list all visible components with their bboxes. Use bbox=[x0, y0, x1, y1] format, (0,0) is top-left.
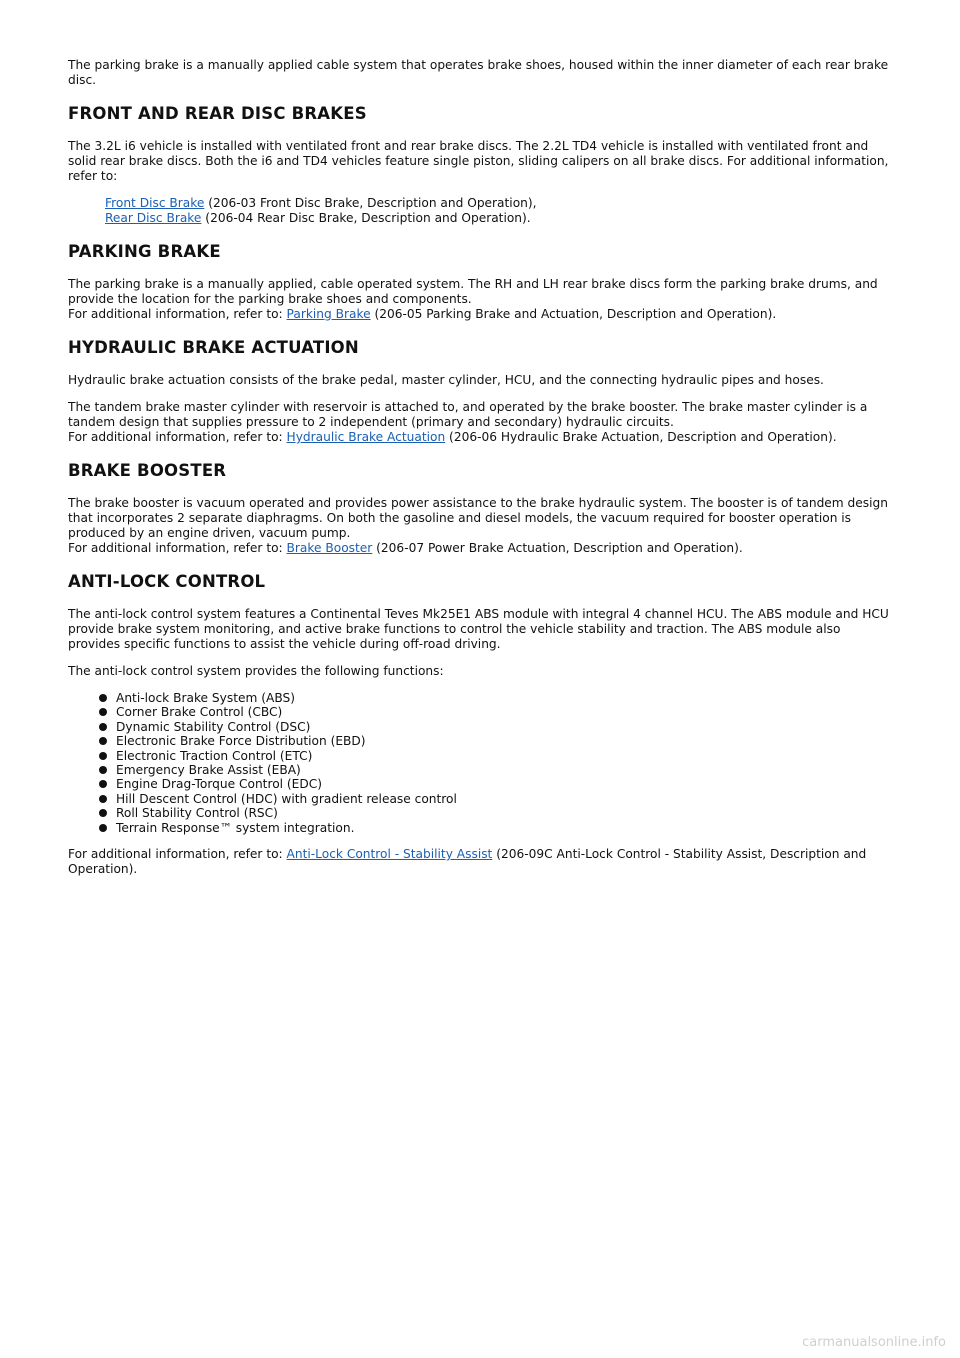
hydraulic-body-2: The tandem brake master cylinder with reservoir is attached to, and operated by the brake booster. The brake master cylinder is a tandem design that supplies pressure to 2 independent (primary and secondary) hydraulic circuits. bbox=[68, 400, 868, 429]
document-page bbox=[68, 58, 894, 889]
list-item: Electronic Brake Force Distribution (EBD) bbox=[99, 734, 894, 748]
parking-brake-paragraph bbox=[68, 277, 894, 322]
disc-brakes-references bbox=[105, 196, 894, 226]
list-item: Engine Drag-Torque Control (EDC) bbox=[99, 777, 894, 791]
parking-ref-suffix: (206-05 Parking Brake and Actuation, Description and Operation). bbox=[370, 307, 777, 321]
reference-front-disc bbox=[105, 196, 894, 211]
hydraulic-ref-prefix: For additional information, refer to: bbox=[68, 430, 287, 444]
reference-rear-disc bbox=[105, 211, 894, 226]
site-watermark: carmanualsonline.info bbox=[802, 1335, 946, 1350]
front-disc-ref-text: (206-03 Front Disc Brake, Description and Operation), bbox=[204, 196, 537, 210]
parking-brake-link[interactable]: Parking Brake bbox=[286, 307, 371, 321]
heading-anti-lock-control: ANTI-LOCK CONTROL bbox=[68, 572, 266, 591]
anti-lock-function-list bbox=[99, 691, 894, 835]
heading-parking-brake: PARKING BRAKE bbox=[68, 242, 221, 261]
booster-body: The brake booster is vacuum operated and provides power assistance to the brake hydraulic system. The booster is of tandem design that incorporates 2 separate diaphragms. On both the gasoline and diesel models, the vacuum required for booster operation is produced by an engine driven, vacuum pump. bbox=[68, 496, 888, 540]
anti-lock-lead: The anti-lock control system provides the following functions: bbox=[68, 664, 444, 678]
parking-brake-body: The parking brake is a manually applied, cable operated system. The RH and LH rear brake discs form the parking brake drums, and provide the location for the parking brake shoes and components. bbox=[68, 277, 878, 306]
heading-brake-booster: BRAKE BOOSTER bbox=[68, 461, 227, 480]
anti-lock-control-link[interactable]: Anti-Lock Control - Stability Assist bbox=[286, 847, 493, 862]
list-item: Hill Descent Control (HDC) with gradient release control bbox=[99, 792, 894, 806]
list-item: Corner Brake Control (CBC) bbox=[99, 705, 894, 719]
brake-booster-link[interactable]: Brake Booster bbox=[286, 541, 373, 555]
hydraulic-ref-suffix: (206-06 Hydraulic Brake Actuation, Description and Operation). bbox=[445, 430, 837, 444]
list-item: Emergency Brake Assist (EBA) bbox=[99, 763, 894, 777]
hydraulic-paragraph-1: Hydraulic brake actuation consists of the brake pedal, master cylinder, HCU, and the connecting hydraulic pipes and hoses. bbox=[68, 373, 824, 387]
intro-paragraph: The parking brake is a manually applied cable system that operates brake shoes, housed within the inner diameter of each rear brake disc. bbox=[68, 58, 889, 87]
front-disc-brake-link[interactable]: Front Disc Brake bbox=[105, 196, 205, 210]
hydraulic-paragraph-2 bbox=[68, 400, 894, 445]
list-item: Terrain Response™ system integration. bbox=[99, 821, 894, 835]
list-item: Electronic Traction Control (ETC) bbox=[99, 749, 894, 763]
anti-lock-paragraph: The anti-lock control system features a Continental Teves Mk25E1 ABS module with integral 4 channel HCU. The ABS module and HCU provide brake system monitoring, and active brake functions to control the vehicle stability and traction. The ABS module also provides specific functions to assist the vehicle during off-road driving. bbox=[68, 607, 889, 651]
anti-lock-ref-prefix: For additional information, refer to: bbox=[68, 847, 287, 862]
list-item: Anti-lock Brake System (ABS) bbox=[99, 691, 894, 705]
anti-lock-reference bbox=[68, 847, 894, 877]
booster-paragraph bbox=[68, 496, 894, 556]
list-item: Roll Stability Control (RSC) bbox=[99, 806, 894, 820]
anti-lock-ref-suffix: (206-09C Anti-Lock Control - Stability Assist, Description and Operation). bbox=[68, 847, 867, 877]
booster-ref-suffix: (206-07 Power Brake Actuation, Description and Operation). bbox=[372, 541, 743, 555]
heading-hydraulic-actuation: HYDRAULIC BRAKE ACTUATION bbox=[68, 338, 359, 357]
rear-disc-ref-text: (206-04 Rear Disc Brake, Description and Operation). bbox=[201, 211, 531, 225]
booster-ref-prefix: For additional information, refer to: bbox=[68, 541, 287, 555]
parking-ref-prefix: For additional information, refer to: bbox=[68, 307, 287, 321]
list-item: Dynamic Stability Control (DSC) bbox=[99, 720, 894, 734]
rear-disc-brake-link[interactable]: Rear Disc Brake bbox=[105, 211, 202, 225]
hydraulic-brake-actuation-link[interactable]: Hydraulic Brake Actuation bbox=[286, 430, 446, 444]
disc-brakes-paragraph: The 3.2L i6 vehicle is installed with ventilated front and rear brake discs. The 2.2L TD4 vehicle is installed with ventilated front and solid rear brake discs. Both the i6 and TD4 vehicles feature single piston, sliding calipers on all brake discs. For additional information, refer to: bbox=[68, 139, 889, 183]
heading-disc-brakes: FRONT AND REAR DISC BRAKES bbox=[68, 104, 367, 123]
